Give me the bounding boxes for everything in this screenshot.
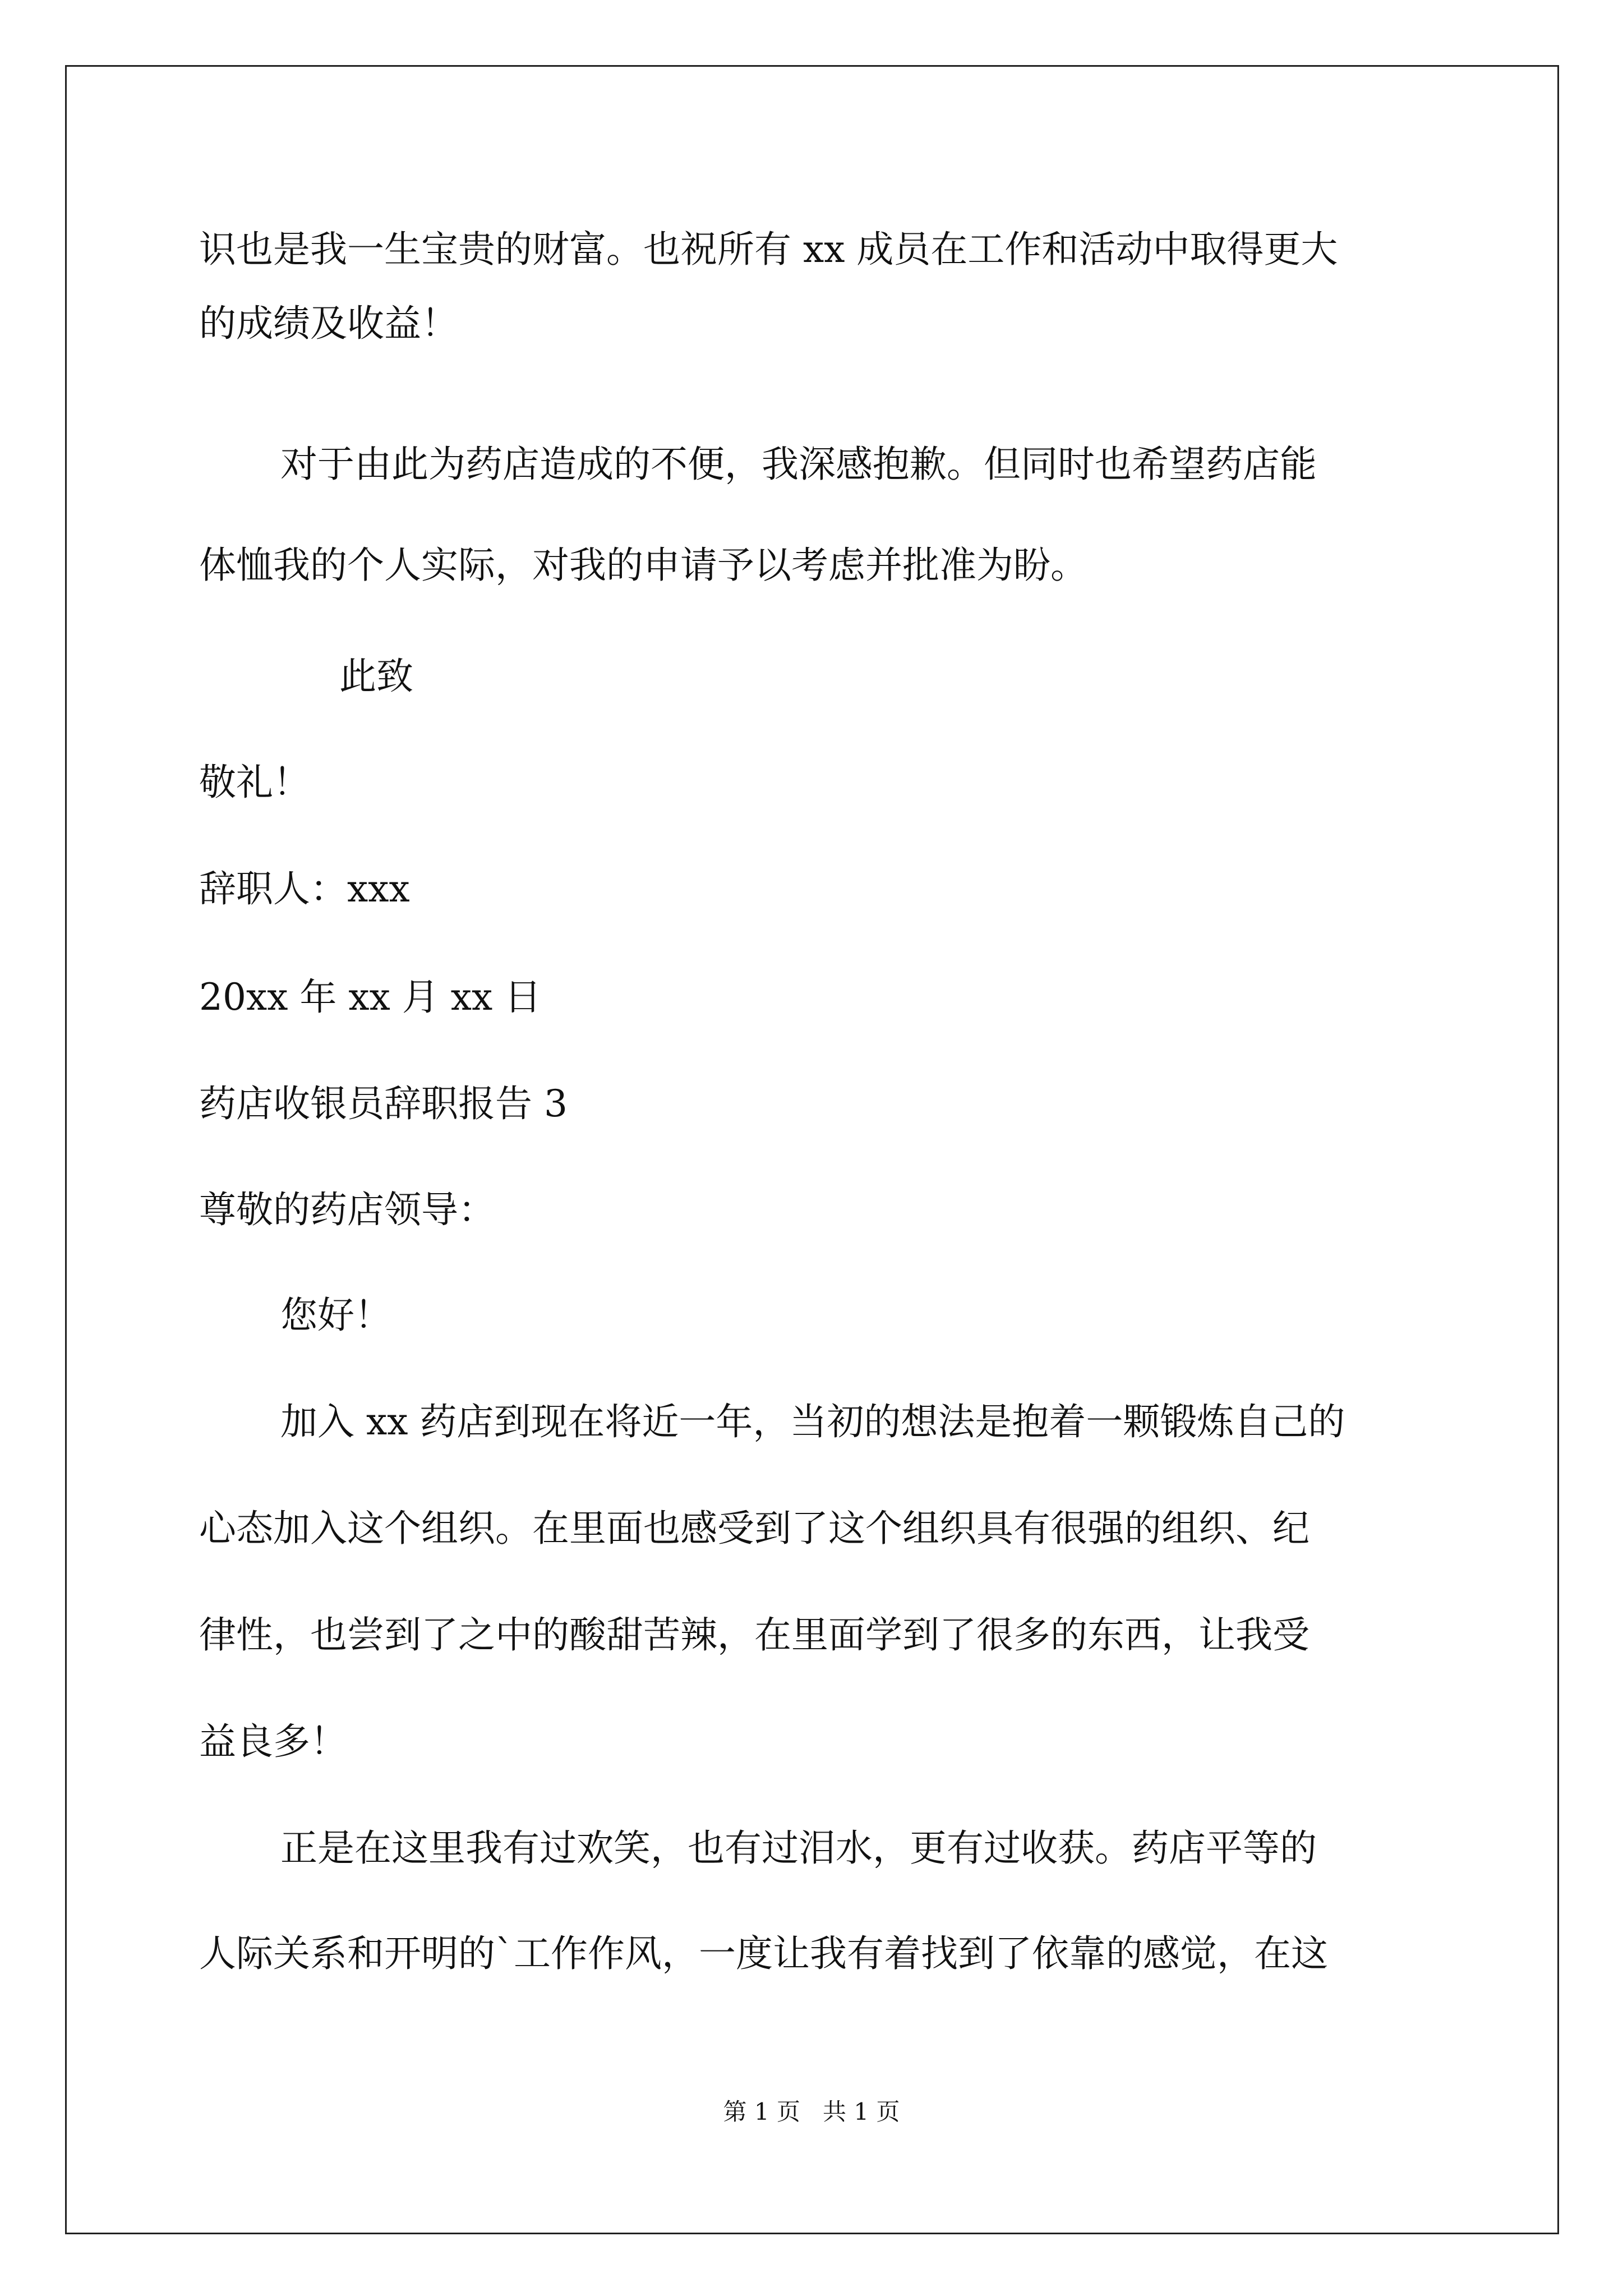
text-line-14: 律性，也尝到了之中的酸甜苦辣，在里面学到了很多的东西，让我受 [199,1613,1310,1657]
text-line-12: 加入 xx 药店到现在将近一年，当初的想法是抱着一颗锻炼自己的 [280,1400,1345,1443]
closing-respect: 敬礼！ [199,761,310,804]
signer-line: 辞职人：xxx [199,867,410,910]
text-line-2: 的成绩及收益！ [199,302,458,345]
text-line-15: 益良多！ [199,1720,347,1763]
text-line-13: 心态加入这个组织。在里面也感受到了这个组织具有很强的组织、纪 [199,1507,1310,1550]
page-footer: 第 1 页 共 1 页 [723,2098,900,2125]
section-title: 药店收银员辞职报告 3 [199,1082,568,1125]
greeting-addressee: 尊敬的药店领导： [199,1188,495,1231]
page-border [65,65,1559,2234]
text-line-17: 人际关系和开明的`工作作风，一度让我有着找到了依靠的感觉，在这 [199,1932,1328,1975]
text-line-1: 识也是我一生宝贵的财富。也祝所有 xx 成员在工作和活动中取得更大 [199,228,1338,271]
text-line-16: 正是在这里我有过欢笑，也有过泪水，更有过收获。药店平等的 [280,1826,1317,1870]
closing-salutation: 此致 [339,655,413,698]
date-line: 20xx 年 xx 月 xx 日 [199,976,542,1019]
text-line-4: 体恤我的个人实际，对我的申请予以考虑并批准为盼。 [199,544,1087,587]
text-line-3: 对于由此为药店造成的不便，我深感抱歉。但同时也希望药店能 [280,443,1317,486]
greeting-hello: 您好！ [280,1294,391,1337]
